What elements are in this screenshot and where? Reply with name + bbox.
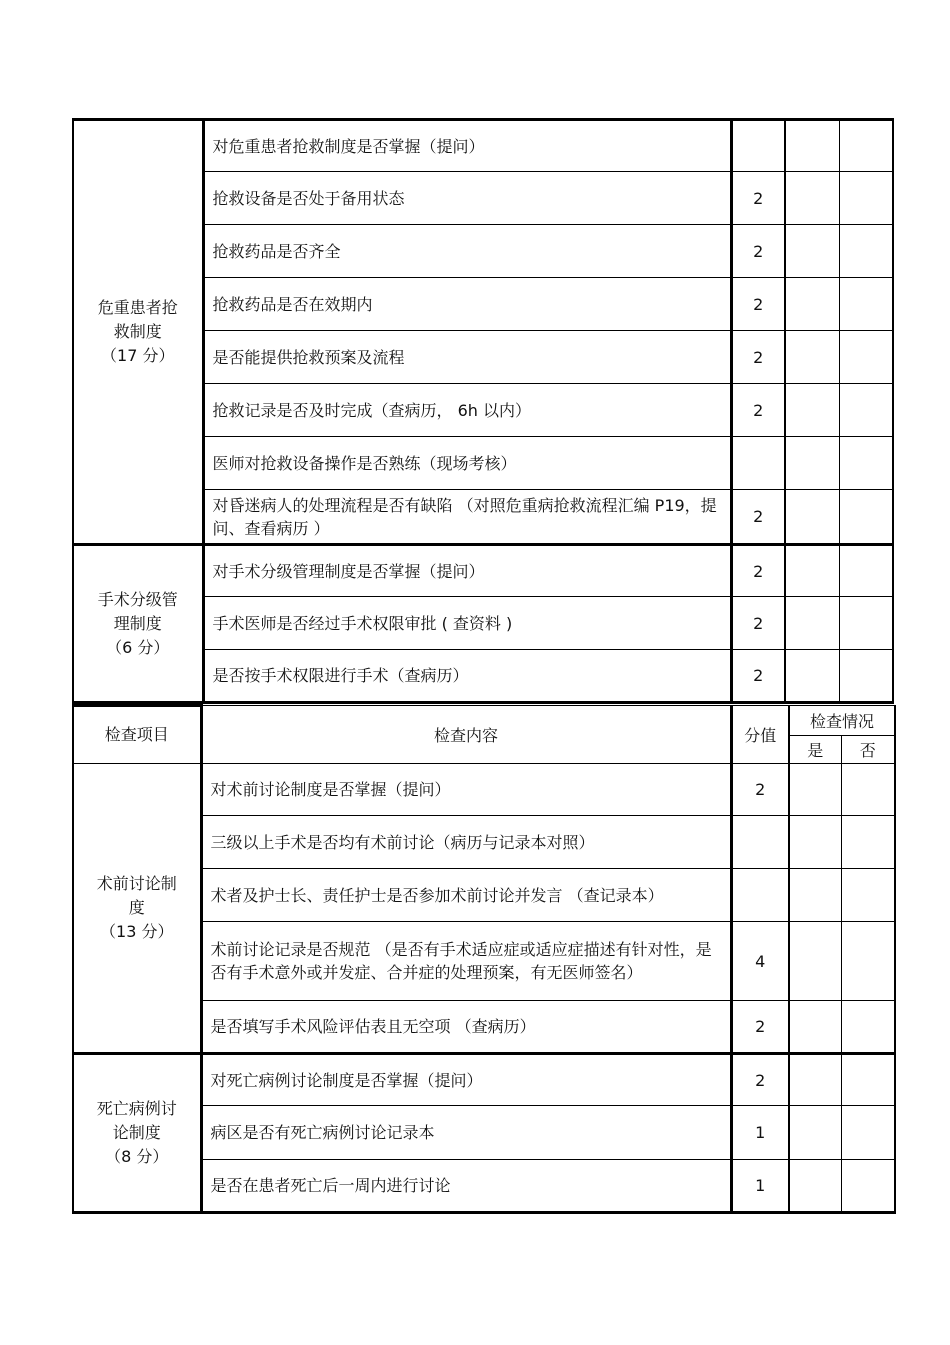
- score-cell: 2: [731, 278, 785, 331]
- category-cell: [73, 545, 203, 703]
- score-cell: 2: [731, 225, 785, 278]
- score-cell: 2: [731, 545, 785, 597]
- table-section-2-body: [73, 764, 895, 1213]
- check-yes-cell[interactable]: [789, 869, 841, 922]
- category-line: （13 分）: [100, 922, 174, 941]
- check-content: 对昏迷病人的处理流程是否有缺陷 （对照危重病抢救流程汇编 P19，提问、查看病历 ）: [203, 490, 731, 545]
- table-header: [73, 706, 895, 764]
- check-yes-cell[interactable]: [785, 490, 839, 545]
- check-content: 抢救药品是否齐全: [203, 225, 731, 278]
- table-section-1-body: [73, 120, 893, 703]
- header-check: 检查情况: [789, 706, 895, 736]
- category-cell: [73, 120, 203, 545]
- score-cell: 2: [731, 650, 785, 703]
- header-item: 检查项目: [73, 706, 201, 764]
- check-content: 是否按手术权限进行手术（查病历）: [203, 650, 731, 703]
- check-yes-cell[interactable]: [785, 545, 839, 597]
- check-content: 是否填写手术风险评估表且无空项 （查病历）: [201, 1001, 731, 1054]
- score-cell: [731, 437, 785, 490]
- score-cell: 2: [731, 331, 785, 384]
- check-yes-cell[interactable]: [789, 816, 841, 869]
- table-section-1: [72, 118, 894, 704]
- score-cell: 2: [731, 597, 785, 650]
- table-row: [73, 764, 895, 816]
- check-no-cell[interactable]: [841, 816, 895, 869]
- check-content: 对术前讨论制度是否掌握（提问）: [201, 764, 731, 816]
- check-no-cell[interactable]: [839, 172, 893, 225]
- check-no-cell[interactable]: [839, 120, 893, 172]
- check-yes-cell[interactable]: [789, 1001, 841, 1054]
- category-cell: [73, 764, 201, 1054]
- check-content: 病区是否有死亡病例讨论记录本: [201, 1106, 731, 1160]
- header-score: 分值: [731, 706, 789, 764]
- check-yes-cell[interactable]: [785, 172, 839, 225]
- check-content: 医师对抢救设备操作是否熟练（现场考核）: [203, 437, 731, 490]
- category-line: 手术分级管: [97, 589, 178, 609]
- check-content: 对危重患者抢救制度是否掌握（提问）: [203, 120, 731, 172]
- score-cell: 2: [731, 1054, 789, 1106]
- score-cell: 2: [731, 1001, 789, 1054]
- check-content: 抢救设备是否处于备用状态: [203, 172, 731, 225]
- score-cell: 2: [731, 172, 785, 225]
- check-content: 术者及护士长、责任护士是否参加术前讨论并发言 （查记录本）: [201, 869, 731, 922]
- category-line: 理制度: [113, 613, 162, 633]
- score-cell: 1: [731, 1106, 789, 1160]
- check-yes-cell[interactable]: [789, 764, 841, 816]
- score-cell: 1: [731, 1160, 789, 1213]
- check-content: 手术医师是否经过手术权限审批 ( 查资料 ): [203, 597, 731, 650]
- category-line: （8 分）: [105, 1147, 169, 1166]
- category-line: 死亡病例讨: [96, 1099, 177, 1118]
- check-no-cell[interactable]: [841, 869, 895, 922]
- check-yes-cell[interactable]: [785, 650, 839, 703]
- check-content: 术前讨论记录是否规范 （是否有手术适应症或适应症描述有针对性，是否有手术意外或并发症、合并症的处理预案，有无医师签名）: [201, 922, 731, 1001]
- check-no-cell[interactable]: [839, 225, 893, 278]
- score-cell: 2: [731, 490, 785, 545]
- check-no-cell[interactable]: [839, 597, 893, 650]
- check-yes-cell[interactable]: [789, 1054, 841, 1106]
- check-content: 是否能提供抢救预案及流程: [203, 331, 731, 384]
- score-cell: [731, 816, 789, 869]
- category-line: 救制度: [113, 322, 162, 341]
- header-no: 否: [841, 736, 895, 764]
- check-yes-cell[interactable]: [785, 278, 839, 331]
- check-no-cell[interactable]: [839, 278, 893, 331]
- check-yes-cell[interactable]: [789, 1106, 841, 1160]
- check-yes-cell[interactable]: [785, 384, 839, 437]
- category-cell: [73, 1054, 201, 1213]
- category-line: （6 分）: [106, 637, 170, 657]
- category-line: 危重患者抢: [97, 298, 178, 317]
- check-content: 对手术分级管理制度是否掌握（提问）: [203, 545, 731, 597]
- category-line: （17 分）: [101, 346, 175, 365]
- check-no-cell[interactable]: [839, 650, 893, 703]
- check-content: 是否在患者死亡后一周内进行讨论: [201, 1160, 731, 1213]
- category-line: 论制度: [112, 1123, 161, 1142]
- check-no-cell[interactable]: [839, 331, 893, 384]
- check-content: 三级以上手术是否均有术前讨论（病历与记录本对照）: [201, 816, 731, 869]
- check-yes-cell[interactable]: [789, 1160, 841, 1213]
- check-yes-cell[interactable]: [785, 225, 839, 278]
- check-content: 抢救记录是否及时完成（查病历， 6h 以内）: [203, 384, 731, 437]
- score-cell: 4: [731, 922, 789, 1001]
- check-yes-cell[interactable]: [789, 922, 841, 1001]
- table-section-2: [72, 704, 896, 1214]
- check-yes-cell[interactable]: [785, 331, 839, 384]
- check-yes-cell[interactable]: [785, 120, 839, 172]
- score-cell: 2: [731, 384, 785, 437]
- check-no-cell[interactable]: [839, 437, 893, 490]
- check-yes-cell[interactable]: [785, 437, 839, 490]
- table-row: [73, 120, 893, 172]
- category-line: 度: [128, 898, 145, 917]
- check-no-cell[interactable]: [839, 545, 893, 597]
- header-yes: 是: [789, 736, 841, 764]
- score-cell: [731, 869, 789, 922]
- header-content: 检查内容: [201, 706, 731, 764]
- table-row: [73, 545, 893, 597]
- table-row: [73, 1054, 895, 1106]
- check-no-cell[interactable]: [841, 1054, 895, 1106]
- check-no-cell[interactable]: [841, 922, 895, 1001]
- category-line: 术前讨论制: [96, 874, 177, 893]
- check-no-cell[interactable]: [839, 384, 893, 437]
- check-no-cell[interactable]: [841, 1160, 895, 1213]
- check-no-cell[interactable]: [841, 1001, 895, 1054]
- check-no-cell[interactable]: [839, 490, 893, 545]
- check-no-cell[interactable]: [841, 1106, 895, 1160]
- check-content: 对死亡病例讨论制度是否掌握（提问）: [201, 1054, 731, 1106]
- check-content: 抢救药品是否在效期内: [203, 278, 731, 331]
- check-no-cell[interactable]: [841, 764, 895, 816]
- score-cell: [731, 120, 785, 172]
- check-yes-cell[interactable]: [785, 597, 839, 650]
- score-cell: 2: [731, 764, 789, 816]
